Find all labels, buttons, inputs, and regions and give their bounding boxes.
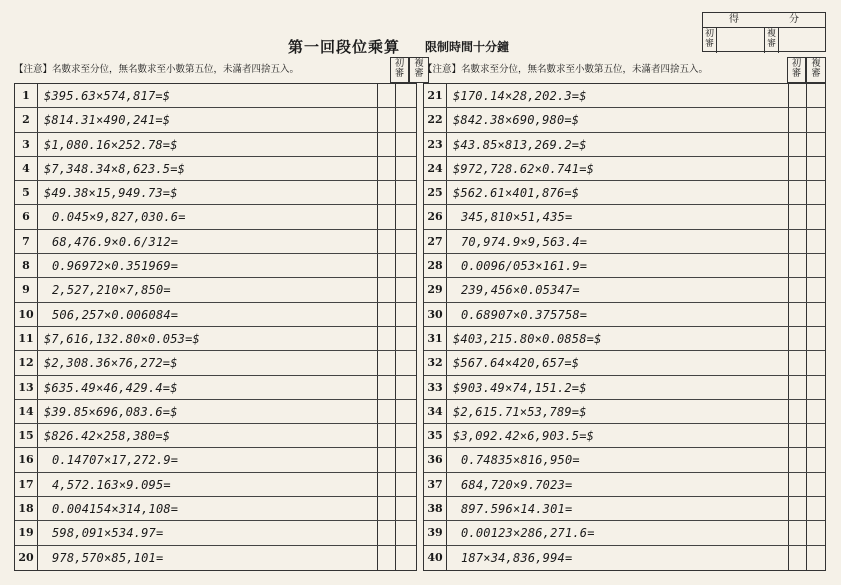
problem-expression: $635.49×46,429.4=$ [44,380,178,395]
problem-row [15,205,416,229]
second-review-check[interactable] [396,108,416,131]
first-review-check[interactable] [377,133,396,156]
problem-expression: $3,092.42×6,903.5=$ [453,429,595,444]
problem-expression: 0.00123×286,271.6= [461,526,595,541]
problem-row [424,157,825,181]
problem-number: 10 [15,303,38,326]
problem-expression: $7,616,132.80×0.053=$ [44,331,200,346]
problem-expression: $814.31×490,241=$ [44,113,171,128]
time-limit: 限制時間十分鐘 [425,40,510,54]
first-review-check[interactable] [377,351,396,374]
problem-expression: $826.42×258,380=$ [44,429,171,444]
check-head-first-right-text: 初審 [791,58,802,79]
problem-row [15,133,416,157]
second-review-check[interactable] [807,278,827,301]
problem-number: 32 [424,351,447,374]
second-review-check[interactable] [807,303,827,326]
problem-number: 19 [15,521,38,544]
problem-row [424,473,825,497]
problem-number: 40 [424,546,447,570]
problem-row [424,133,825,157]
problem-number: 6 [15,205,38,228]
second-review-check[interactable] [807,376,827,399]
problem-number: 35 [424,424,447,447]
problem-number: 29 [424,278,447,301]
check-head-second-left-text: 複審 [414,58,424,79]
second-review-check[interactable] [807,254,827,277]
problem-number: 11 [15,327,38,350]
first-review-check[interactable] [377,157,396,180]
problem-row [15,473,416,497]
first-review-check[interactable] [788,351,807,374]
problem-expression: 0.96972×0.351969= [52,259,179,274]
problem-expression: $2,615.71×53,789=$ [453,404,587,419]
problem-expression: $7,348.34×8,623.5=$ [44,161,186,176]
left-panel [14,57,424,571]
problem-row [424,546,825,570]
problem-number: 15 [15,424,38,447]
problem-row [15,230,416,254]
second-review-check[interactable] [396,157,416,180]
problem-expression: 0.68907×0.375758= [461,307,588,322]
problem-row [424,327,825,351]
second-review-check[interactable] [807,546,827,570]
problem-number: 3 [15,133,38,156]
second-review-check[interactable] [807,448,827,471]
problem-row [424,181,825,205]
check-head-first-right [787,57,806,83]
note-right: 【注意】名數求至分位，無名數求至小數第五位，未滿者四捨五入。 [423,64,709,75]
problem-number: 38 [424,497,447,520]
problem-number: 17 [15,473,38,496]
problem-expression: 506,257×0.006084= [52,307,179,322]
problem-row [424,497,825,521]
second-review-check[interactable] [807,521,827,544]
first-review-check[interactable] [788,546,807,570]
note-left: 【注意】名數求至分位，無名數求至小數第五位，未滿者四捨五入。 [14,64,300,75]
problem-number: 7 [15,230,38,253]
problem-number: 25 [424,181,447,204]
problem-row [15,303,416,327]
problem-row [15,400,416,424]
problem-expression: 187×34,836,994= [461,550,573,565]
problem-expression: 0.74835×816,950= [461,453,580,468]
problem-number: 16 [15,448,38,471]
score-label-left: 得 [729,14,739,25]
problem-number: 20 [15,546,38,570]
first-review-check[interactable] [788,230,807,253]
problem-number: 36 [424,448,447,471]
problem-number: 39 [424,521,447,544]
second-review-check[interactable] [807,351,827,374]
problem-expression: 2,527,210×7,850= [52,283,171,298]
page-title: 第一回段位乘算 [288,38,401,56]
problem-row [424,351,825,375]
first-review-check[interactable] [377,205,396,228]
first-review-check[interactable] [788,303,807,326]
second-review-check[interactable] [396,84,416,107]
second-review-check[interactable] [396,278,416,301]
problem-number: 12 [15,351,38,374]
problem-row [15,424,416,448]
problem-number: 18 [15,497,38,520]
first-review-check[interactable] [788,278,807,301]
problem-expression: $562.61×401,876=$ [453,186,580,201]
problem-expression: $395.63×574,817=$ [44,89,171,103]
first-review-check[interactable] [788,84,807,107]
problem-row [15,448,416,472]
second-review-cell[interactable] [779,27,825,53]
problem-number: 1 [15,84,38,107]
problem-number: 14 [15,400,38,423]
problem-number: 8 [15,254,38,277]
problem-number: 30 [424,303,447,326]
problem-row [15,327,416,351]
first-review-label [703,27,717,53]
problem-expression: $1,080.16×252.78=$ [44,137,178,152]
problem-expression: 684,720×9.7023= [461,477,573,492]
check-head-second-right [806,57,826,83]
problem-number: 2 [15,108,38,131]
problem-expression: 4,572.163×9.095= [52,477,171,492]
problem-expression: $842.38×690,980=$ [453,113,580,128]
second-review-check[interactable] [396,327,416,350]
problem-row [424,108,825,132]
second-review-check[interactable] [807,133,827,156]
check-head-first-left [390,57,409,83]
first-review-check[interactable] [377,84,396,107]
problem-expression: 0.0096/053×161.9= [461,259,588,274]
second-review-check[interactable] [396,448,416,471]
first-review-check[interactable] [788,497,807,520]
second-review-check[interactable] [396,400,416,423]
score-label-right: 分 [789,14,799,25]
second-review-check[interactable] [396,303,416,326]
first-review-check[interactable] [377,278,396,301]
problem-row [424,84,825,108]
first-review-cell[interactable] [717,27,765,53]
problem-expression: $403,215.80×0.0858=$ [453,331,602,346]
second-review-check[interactable] [807,327,827,350]
problem-number: 24 [424,157,447,180]
second-review-text: 複審 [766,29,776,49]
problem-row [424,303,825,327]
second-review-label [765,27,779,53]
second-review-check[interactable] [807,157,827,180]
first-review-check[interactable] [377,181,396,204]
first-review-check[interactable] [788,473,807,496]
problem-expression: 598,091×534.97= [52,526,164,541]
second-review-check[interactable] [396,254,416,277]
first-review-check[interactable] [788,376,807,399]
problem-expression: 0.004154×314,108= [52,502,179,517]
problem-expression: 978,570×85,101= [52,550,164,565]
second-review-check[interactable] [807,181,827,204]
problem-number: 22 [424,108,447,131]
problem-row [424,448,825,472]
check-head-second-right-text: 複審 [811,58,821,79]
problem-number: 37 [424,473,447,496]
second-review-check[interactable] [807,84,827,107]
problem-expression: $567.64×420,657=$ [453,356,580,371]
problem-row [15,157,416,181]
first-review-check[interactable] [377,473,396,496]
first-review-check[interactable] [377,303,396,326]
problem-expression: 897.596×14.301= [461,502,573,517]
problem-expression: 70,974.9×9,563.4= [461,234,588,249]
first-review-check[interactable] [788,448,807,471]
second-review-check[interactable] [807,108,827,131]
problem-row [15,254,416,278]
second-review-check[interactable] [396,473,416,496]
problem-row [424,376,825,400]
problem-row [15,278,416,302]
first-review-check[interactable] [377,108,396,131]
problem-row [424,205,825,229]
problem-row [15,521,416,545]
first-review-check[interactable] [788,327,807,350]
problem-row [424,278,825,302]
problem-expression: 0.14707×17,272.9= [52,453,179,468]
first-review-check[interactable] [788,424,807,447]
first-review-check[interactable] [788,181,807,204]
first-review-check[interactable] [377,327,396,350]
score-header [703,13,825,28]
problem-number: 5 [15,181,38,204]
problem-expression: 239,456×0.05347= [461,283,580,298]
problem-number: 21 [424,84,447,107]
problem-row [424,521,825,545]
second-review-check[interactable] [807,400,827,423]
problem-list-right [423,83,826,571]
first-review-check[interactable] [788,205,807,228]
second-review-check[interactable] [807,205,827,228]
second-review-check[interactable] [807,424,827,447]
problem-expression: $2,308.36×76,272=$ [44,356,178,371]
first-review-check[interactable] [788,521,807,544]
problem-expression: $903.49×74,151.2=$ [453,380,587,395]
first-review-check[interactable] [788,400,807,423]
problem-row [424,230,825,254]
second-review-check[interactable] [396,546,416,570]
second-review-check[interactable] [396,497,416,520]
problem-row [15,497,416,521]
check-head-first-left-text: 初審 [394,58,405,79]
problem-row [15,351,416,375]
first-review-check[interactable] [377,424,396,447]
first-review-check[interactable] [788,157,807,180]
problem-expression: 0.045×9,827,030.6= [52,210,186,225]
problem-number: 28 [424,254,447,277]
second-review-check[interactable] [396,133,416,156]
first-review-check[interactable] [377,254,396,277]
problem-row [15,546,416,570]
problem-number: 9 [15,278,38,301]
first-review-check[interactable] [377,230,396,253]
second-review-check[interactable] [396,351,416,374]
problem-number: 34 [424,400,447,423]
first-review-check[interactable] [788,133,807,156]
first-review-check[interactable] [788,108,807,131]
problem-row [15,181,416,205]
problem-row [424,400,825,424]
second-review-check[interactable] [396,521,416,544]
problem-row [15,108,416,132]
score-box [702,12,826,52]
problem-number: 4 [15,157,38,180]
problem-row [15,376,416,400]
first-review-check[interactable] [377,521,396,544]
first-review-check[interactable] [377,448,396,471]
first-review-check[interactable] [377,497,396,520]
second-review-check[interactable] [396,181,416,204]
problem-number: 31 [424,327,447,350]
problem-row [424,424,825,448]
problem-number: 23 [424,133,447,156]
problem-expression: $43.85×813,269.2=$ [453,137,587,152]
problem-expression: $49.38×15,949.73=$ [44,186,178,201]
second-review-check[interactable] [807,497,827,520]
second-review-check[interactable] [396,424,416,447]
problem-row [15,84,416,108]
problem-expression: 345,810×51,435= [461,210,573,225]
second-review-check[interactable] [807,473,827,496]
problem-expression: $170.14×28,202.3=$ [453,89,587,103]
first-review-check[interactable] [377,376,396,399]
first-review-check[interactable] [788,254,807,277]
problem-list-left [14,83,417,571]
problem-number: 33 [424,376,447,399]
first-review-text: 初審 [704,29,714,49]
problem-expression: $39.85×696,083.6=$ [44,404,178,419]
second-review-check[interactable] [807,230,827,253]
first-review-check[interactable] [377,400,396,423]
problem-expression: $972,728.62×0.741=$ [453,161,595,176]
problem-expression: 68,476.9×0.6/312= [52,234,179,249]
problem-number: 13 [15,376,38,399]
second-review-check[interactable] [396,205,416,228]
problem-number: 26 [424,205,447,228]
first-review-check[interactable] [377,546,396,570]
problem-number: 27 [424,230,447,253]
problem-row [424,254,825,278]
right-panel [423,57,826,571]
second-review-check[interactable] [396,376,416,399]
second-review-check[interactable] [396,230,416,253]
